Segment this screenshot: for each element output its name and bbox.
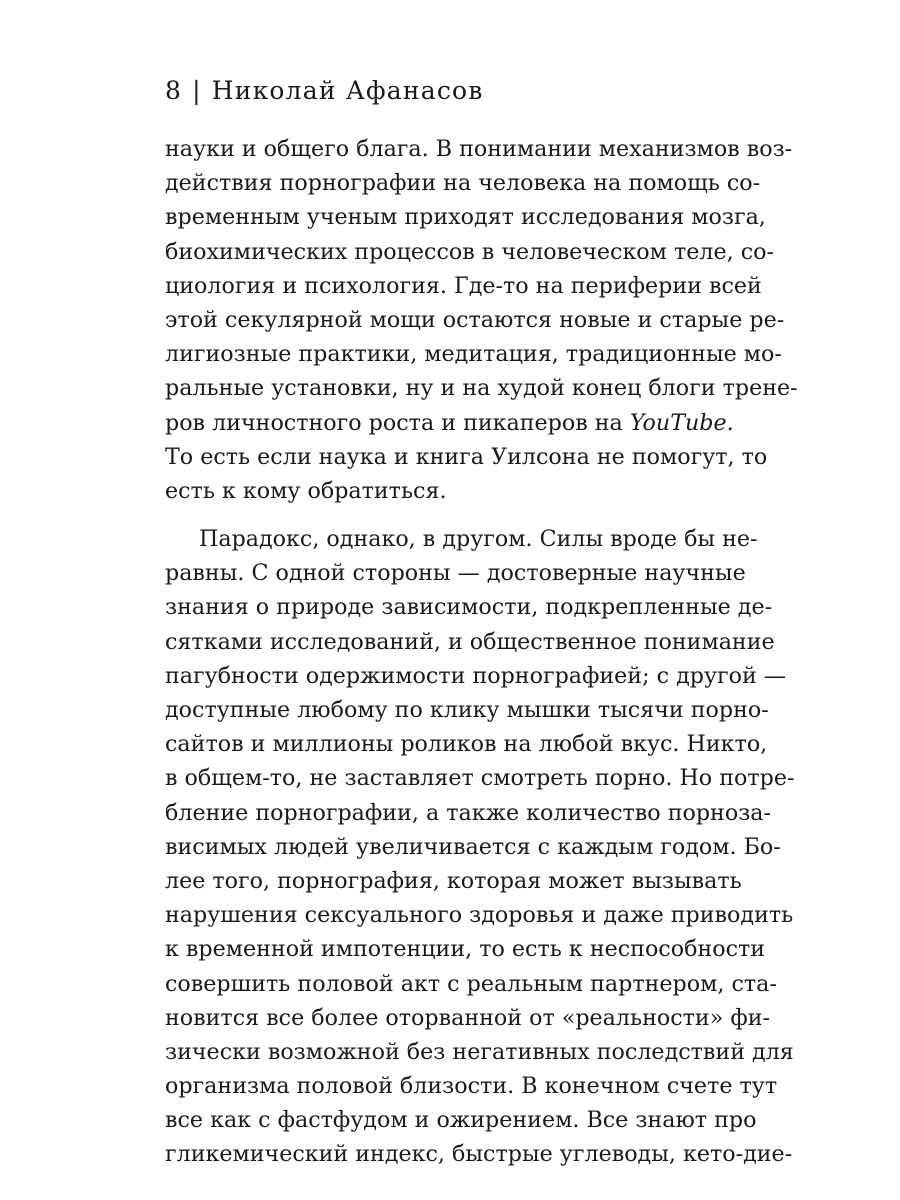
text-line: бление порнографии, а также количество порноза- xyxy=(165,799,772,826)
youtube-brand-text: YouTube. xyxy=(629,409,734,436)
header-separator: | xyxy=(192,76,202,105)
text-line: гликемический индекс, быстрые углеводы, кето-дие- xyxy=(165,1141,793,1168)
paragraph-2 xyxy=(165,522,795,1172)
text-line-with-brand xyxy=(165,406,734,440)
body-text xyxy=(165,132,798,1172)
text-line: есть к кому обратиться. xyxy=(165,477,447,504)
text-line: зически возможной без негативных последствий для xyxy=(165,1038,794,1065)
text-line: организма половой близости. В конечном счете тут xyxy=(165,1073,778,1100)
text-line: все как с фастфудом и ожирением. Все знают про xyxy=(165,1107,757,1134)
text-line: нарушения сексуального здоровья и даже приводить xyxy=(165,902,794,929)
paragraph-1 xyxy=(165,132,798,508)
text-line: знания о природе зависимости, подкрепленные де- xyxy=(165,594,773,621)
text-line: сайтов и миллионы роликов на любой вкус. Никто, xyxy=(165,731,768,758)
author-name: Николай Афанасов xyxy=(211,76,484,105)
text-line: этой секулярной мощи остаются новые и старые ре- xyxy=(165,306,785,333)
text-line: равны. С одной стороны — достоверные научные xyxy=(165,560,746,587)
text-line: науки и общего блага. В понимании механизмов воз- xyxy=(165,136,793,162)
text-line: То есть если наука и книга Уилсона не помогут, то xyxy=(165,443,768,470)
text-line: циология и психология. Где-то на периферии всей xyxy=(165,272,762,299)
text-line: временным ученым приходят исследования мозга, xyxy=(165,204,766,231)
text-segment: ров личностного роста и пикаперов на xyxy=(165,409,623,436)
text-line: доступные любому по клику мышки тысячи порно- xyxy=(165,697,769,723)
text-line: висимых людей увеличивается с каждым годом. Бо- xyxy=(165,833,781,860)
page-number: 8 xyxy=(165,76,183,105)
text-line: Парадокс, однако, в другом. Силы вроде бы не- xyxy=(199,526,758,553)
text-line: ральные установки, ну и на худой конец блоги трене- xyxy=(165,375,798,402)
text-line: новится все более оторванной от «реальности» фи- xyxy=(165,1004,770,1031)
text-line: пагубности одержимости порнографией; с другой — xyxy=(165,662,787,689)
text-line: биохимических процессов в человеческом теле, со- xyxy=(165,238,774,265)
text-line: лее того, порнография, которая может вызывать xyxy=(165,867,742,894)
text-line: лигиозные практики, медитация, традиционные мо- xyxy=(165,341,782,368)
text-line: к временной импотенции, то есть к неспособности xyxy=(165,936,766,963)
text-line: действия порнографии на человека на помощь со- xyxy=(165,170,761,197)
text-line: совершить половой акт с реальным партнером, ста- xyxy=(165,970,777,997)
running-head xyxy=(165,76,484,105)
text-line: в общем-то, не заставляет смотреть порно. Но потре- xyxy=(165,765,795,792)
text-line: сятками исследований, и общественное понимание xyxy=(165,628,775,655)
